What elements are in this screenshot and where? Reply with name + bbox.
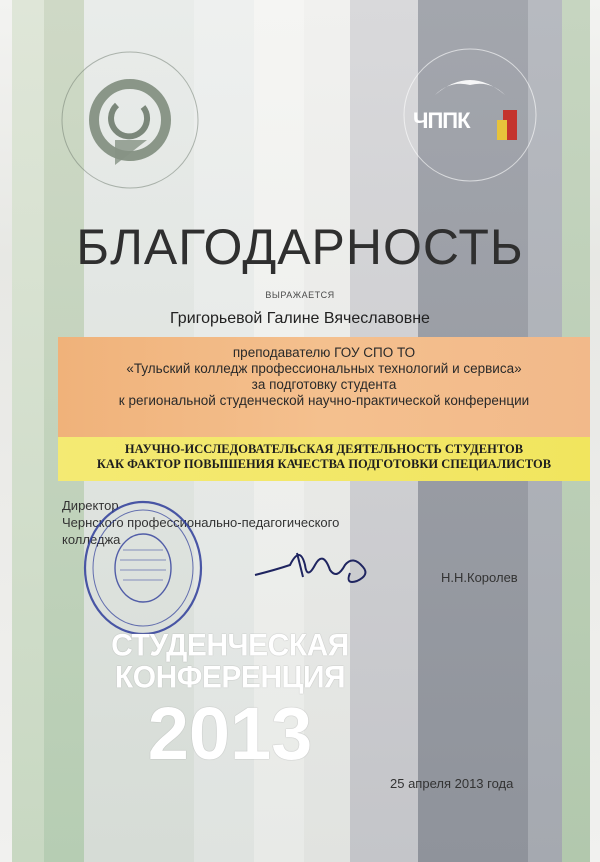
certificate-title: БЛАГОДАРНОСТЬ [76,219,524,275]
recipient-name: Григорьевой Галине Вячеславовне [170,310,430,327]
event-year: 2013 [147,692,313,775]
event-line: СТУДЕНЧЕСКАЯ [111,628,349,663]
standard-logo-icon [55,45,205,195]
director-line: Чернского профессионально-педагогического [62,515,340,530]
director-line: колледжа [62,532,121,547]
conference-theme [58,442,590,472]
signatory-name: Н.Н.Королев [441,570,518,585]
reason-line: «Тульский колледж профессиональных технологий и сервиса» [126,361,522,376]
director-line: Директор [62,498,119,513]
reason-line: к региональной студенческой научно-практической конференции [118,393,530,408]
reason-text [58,345,590,409]
signature-icon [245,535,385,595]
event-line: КОНФЕРЕНЦИЯ [114,660,346,695]
reason-line: преподавателю ГОУ СПО ТО [232,345,416,360]
official-stamp-icon [78,490,208,640]
expressed-label: ВЫРАЖАЕТСЯ [265,290,335,300]
theme-line: КАК ФАКТОР ПОВЫШЕНИЯ КАЧЕСТВА ПОДГОТОВКИ СПЕЦИАЛИСТОВ [96,457,552,471]
reason-line: за подготовку студента [251,377,397,392]
event-logo [110,630,350,774]
college-abbr-label: ЧППК [413,108,470,133]
theme-line: НАУЧНО-ИССЛЕДОВАТЕЛЬСКАЯ ДЕЯТЕЛЬНОСТЬ СТУДЕНТОВ [124,442,524,456]
certificate-date: 25 апреля 2013 года [390,776,514,791]
